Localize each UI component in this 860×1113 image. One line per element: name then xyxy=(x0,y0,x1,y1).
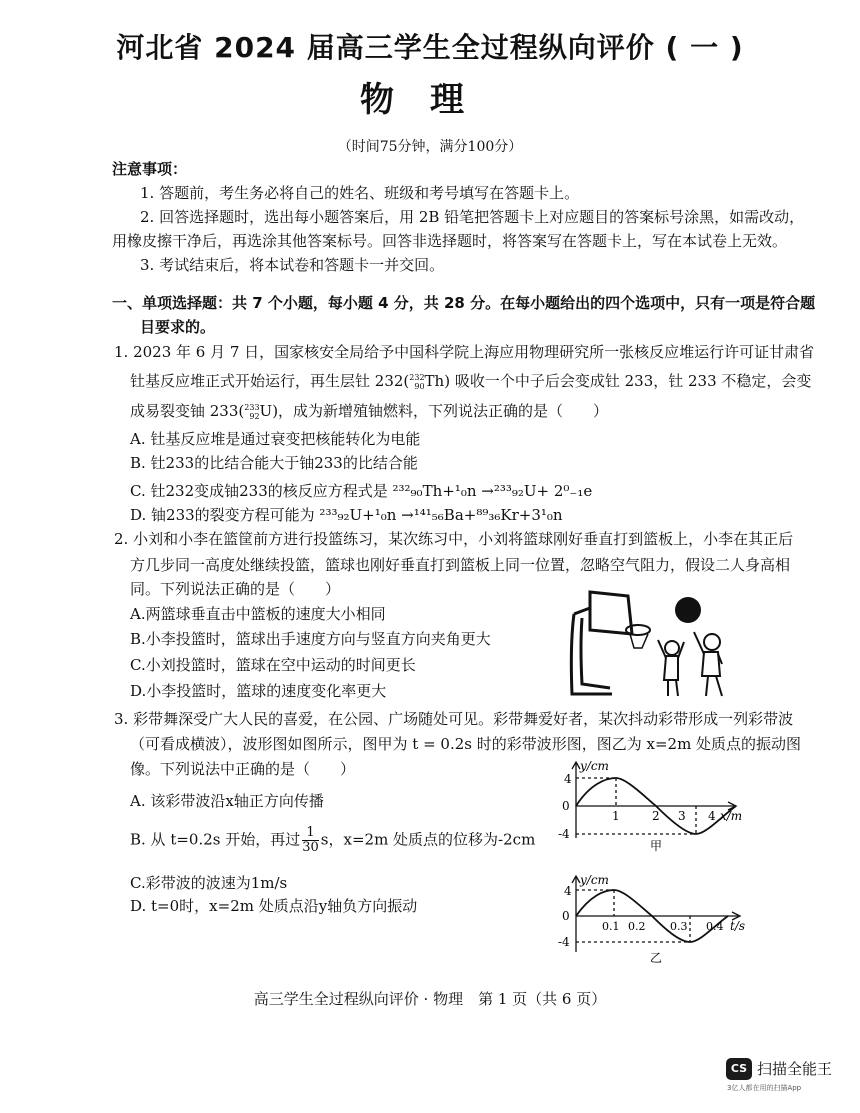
q2-option-b: B.小李投篮时，篮球出手速度方向与竖直方向夹角更大 xyxy=(130,630,491,648)
yi-y-bottom: -4 xyxy=(558,935,570,949)
jia-y-zero: 0 xyxy=(562,799,570,813)
yi-y-zero: 0 xyxy=(562,909,570,923)
jia-x-tick-1: 1 xyxy=(612,809,620,823)
q3-line-2: （可看成横波），波形图如图所示，图甲为 t = 0.2s 时的彩带波形图，图乙为 x=2m 处质点的振动图 xyxy=(130,735,802,753)
q1-line-3 xyxy=(130,400,608,421)
q3-option-a: A. 该彩带波沿x轴正方向传播 xyxy=(130,792,324,810)
q1-line3-b: )，成为新增殖铀燃料，下列说法正确的是（ ） xyxy=(272,402,609,420)
q2-line-3: 同。下列说法正确的是（ ） xyxy=(130,580,341,598)
time-info: （时间75分钟，满分100分） xyxy=(337,139,523,155)
q1-line3-a: 成易裂变铀 233( xyxy=(130,402,245,420)
u-symbol: U xyxy=(259,402,273,420)
subject-text: 物理 xyxy=(360,80,500,120)
jia-y-bottom: -4 xyxy=(558,827,570,841)
q2-option-c: C.小刘投篮时，篮球在空中运动的时间更长 xyxy=(130,656,416,674)
notice-item-1: 1. 答题前，考生务必将自己的姓名、班级和考号填写在答题卡上。 xyxy=(140,184,580,202)
camscanner-name: 扫描全能王 xyxy=(757,1060,833,1078)
jia-caption: 甲 xyxy=(650,839,663,853)
yi-x-tick-3: 0.3 xyxy=(670,920,688,933)
q1-option-c: C. 钍232变成铀233的核反应方程式是 ²³²₉₀Th+¹₀n →²³³₉₂U+ 2⁰₋₁e xyxy=(130,482,593,500)
q1-option-b: B. 钍233的比结合能大于铀233的比结合能 xyxy=(130,454,418,472)
q3-optb-a: B. 从 t=0.2s 开始，再过 xyxy=(130,830,301,849)
subject-heading xyxy=(0,72,860,121)
q3-optb-denominator: 30 xyxy=(302,840,319,855)
notice-item-2b: 用橡皮擦干净后，再选涂其他答案标号。回答非选择题时，将答案写在答题卡上，写在本试卷上无效。 xyxy=(112,232,788,250)
section1-heading-a: 一、单项选择题：共 7 个小题，每小题 4 分，共 28 分。在每小题给出的四个选项中，只有一项是符合题 xyxy=(112,294,816,312)
jia-xlabel: x/m xyxy=(720,809,743,823)
q1-option-d: D. 铀233的裂变方程可能为 ²³³₉₂U+¹₀n →¹⁴¹₅₆Ba+⁸⁹₃₆Kr+3¹₀n xyxy=(130,506,563,524)
yi-ylabel: y/cm xyxy=(580,873,609,887)
q3-optb-b: s，x=2m 处质点的位移为-2cm xyxy=(320,830,536,849)
jia-x-tick-4: 4 xyxy=(708,809,716,823)
u-mass: 233 xyxy=(244,403,260,412)
notice-item-3: 3. 考试结束后，将本试卷和答题卡一并交回。 xyxy=(140,256,445,274)
q2-option-a: A.两篮球垂直击中篮板的速度大小相同 xyxy=(130,605,386,623)
u-charge: 92 xyxy=(249,412,260,421)
vibration-graph-yi xyxy=(550,872,760,968)
jia-ylabel: y/cm xyxy=(580,759,609,773)
wave-graph-jia xyxy=(550,758,760,854)
q2-line-2: 方几步同一高度处继续投篮，篮球也刚好垂直打到篮板上同一位置，忽略空气阻力，假设二人身高相 xyxy=(130,556,791,574)
q3-optb-numerator: 1 xyxy=(302,826,319,841)
th-symbol: Th xyxy=(424,372,445,390)
jia-x-tick-2: 2 xyxy=(652,809,660,823)
yi-y-top: 4 xyxy=(564,884,572,898)
q3-line-3: 像。下列说法中正确的是（ ） xyxy=(130,760,356,778)
exam-title: 河北省 2024 届高三学生全过程纵向评价 ( 一 ) xyxy=(116,31,744,64)
yi-xlabel: t/s xyxy=(730,919,746,933)
notice-item-2a: 2. 回答选择题时，选出每小题答案后，用 2B 铅笔把答题卡上对应题目的答案标号涂黑，如需改动， xyxy=(140,208,805,226)
q1-option-a: A. 钍基反应堆是通过衰变把核能转化为电能 xyxy=(130,430,421,448)
camscanner-tagline: 3亿人都在用的扫描App xyxy=(727,1084,802,1092)
q2-line-1: 2. 小刘和小李在篮筐前方进行投篮练习，某次练习中，小刘将篮球刚好垂直打到篮板上，小李在其正后 xyxy=(114,530,794,548)
q2-option-d: D.小李投篮时，篮球的速度变化率更大 xyxy=(130,682,387,700)
q3-option-d: D. t=0时，x=2m 处质点沿y轴负方向振动 xyxy=(130,897,418,915)
section1-heading-b: 目要求的。 xyxy=(140,318,216,336)
page-footer: 高三学生全过程纵向评价 · 物理 第 1 页（共 6 页） xyxy=(253,990,607,1008)
jia-x-tick-3: 3 xyxy=(678,809,686,823)
q1-line2-a: 钍基反应堆正式开始运行，再生层钍 232( xyxy=(130,372,410,390)
th-charge: 90 xyxy=(414,382,425,391)
q3-optb-fraction xyxy=(302,826,319,855)
q3-option-c: C.彩带波的波速为1m/s xyxy=(130,874,288,892)
yi-x-tick-2: 0.2 xyxy=(628,920,646,933)
yi-x-tick-1: 0.1 xyxy=(602,920,620,933)
q1-line-2 xyxy=(130,370,811,391)
yi-x-tick-4: 0.4 xyxy=(706,920,724,933)
notice-heading: 注意事项： xyxy=(112,160,188,178)
yi-caption: 乙 xyxy=(650,951,663,965)
q3-option-b xyxy=(130,826,535,855)
th-mass: 232 xyxy=(409,373,425,382)
basketball-illustration xyxy=(560,584,750,700)
q3-line-1: 3. 彩带舞深受广大人民的喜爱，在公园、广场随处可见。彩带舞爱好者，某次抖动彩带形成一列彩带波 xyxy=(114,710,794,728)
q1-line2-b: ) 吸收一个中子后会变成钍 233，钍 233 不稳定，会变 xyxy=(444,372,812,390)
camscanner-logo: CS xyxy=(726,1058,752,1080)
jia-y-top: 4 xyxy=(564,772,572,786)
q1-line-1: 1. 2023 年 6 月 7 日，国家核安全局给予中国科学院上海应用物理研究所一张核反应堆运行许可证甘肃省 xyxy=(114,343,815,361)
